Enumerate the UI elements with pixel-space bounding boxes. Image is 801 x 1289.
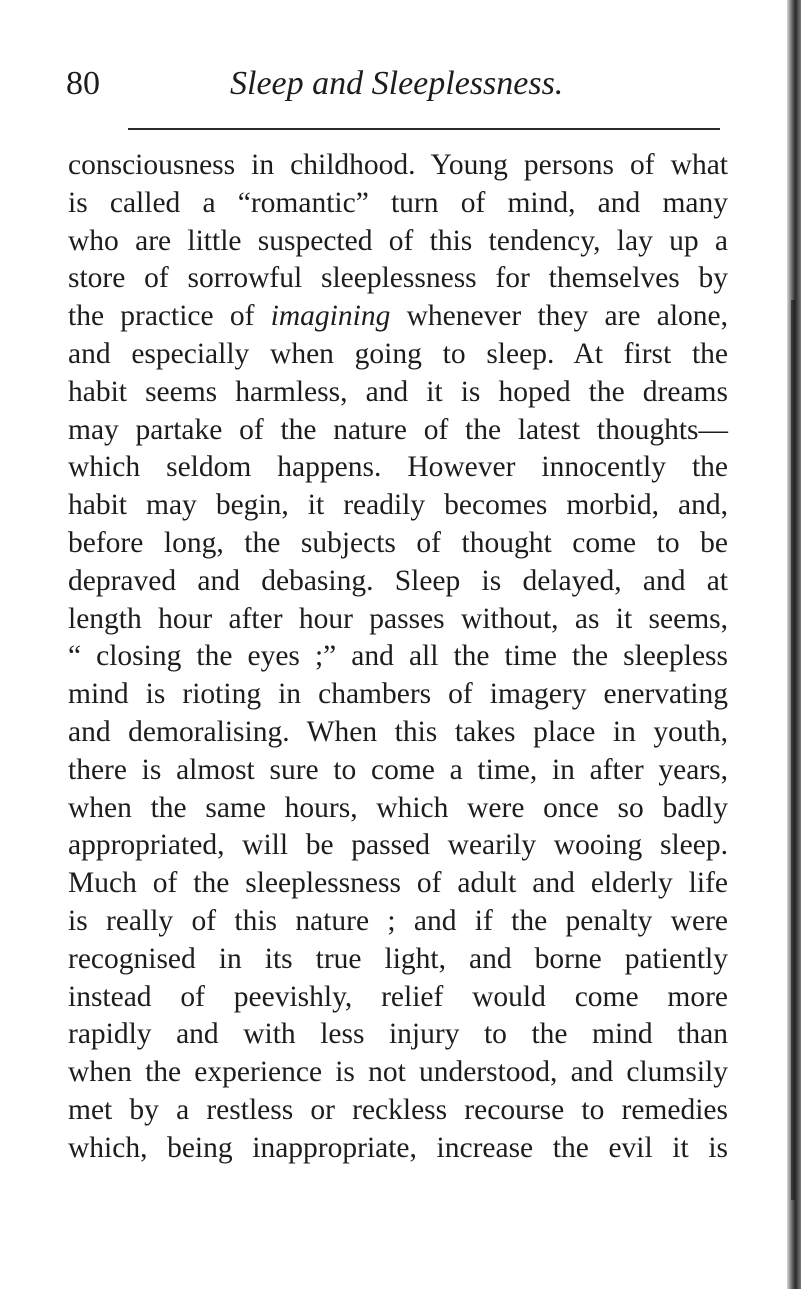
text-line: appropriated, will be passed wearily wooing sleep. [68, 829, 728, 862]
text-line: when the same hours, which were once so badly [68, 791, 728, 824]
text-line: and especially when going to sleep. At first the [68, 337, 728, 370]
text-line: who are little suspected of this tendency, lay up a [68, 224, 728, 257]
page-number: 80 [66, 65, 100, 102]
text-segment: the practice of [68, 300, 271, 333]
italic-emphasis: imagining [270, 300, 391, 333]
text-line: which seldom happens. However innocently the [68, 451, 728, 484]
text-line: mind is rioting in chambers of imagery enervating [68, 678, 728, 711]
text-line: met by a restless or reckless recourse to remedies [68, 1093, 728, 1126]
running-title: Sleep and Sleeplessness. [230, 65, 564, 102]
text-line: habit seems harmless, and it is hoped the dreams [68, 375, 728, 408]
text-line: instead of peevishly, relief would come more [68, 980, 728, 1013]
text-line: Much of the sleeplessness of adult and elderly life [68, 867, 728, 900]
text-line: is called a “romantic” turn of mind, and many [68, 186, 728, 219]
text-line: habit may begin, it readily becomes morbid, and, [68, 489, 728, 522]
text-line: consciousness in childhood. Young persons of what [68, 149, 728, 181]
header-rule [128, 128, 720, 130]
text-line: depraved and debasing. Sleep is delayed, and at [68, 564, 728, 597]
body-text [68, 147, 728, 1168]
text-line: length hour after hour passes without, as it seems, [68, 602, 728, 635]
text-line: which, being inappropriate, increase the evil it is [68, 1131, 728, 1164]
text-line: there is almost sure to come a time, in after years, [68, 753, 728, 786]
text-line: “ closing the eyes ;” and all the time the sleepless [68, 640, 728, 673]
text-line: when the experience is not understood, and clumsily [68, 1056, 728, 1089]
text-line: store of sorrowful sleeplessness for themselves by [68, 262, 728, 295]
text-segment: whenever they are alone, [390, 300, 729, 333]
text-line: may partake of the nature of the latest thoughts— [68, 413, 728, 446]
book-binding-edge [787, 0, 801, 1289]
text-line [68, 298, 728, 336]
text-line: before long, the subjects of thought come to be [68, 526, 728, 559]
text-line: is really of this nature ; and if the penalty were [68, 904, 728, 937]
text-line: and demoralising. When this takes place in youth, [68, 715, 728, 748]
text-line: rapidly and with less injury to the mind than [68, 1018, 728, 1051]
text-line: recognised in its true light, and borne patiently [68, 942, 728, 975]
